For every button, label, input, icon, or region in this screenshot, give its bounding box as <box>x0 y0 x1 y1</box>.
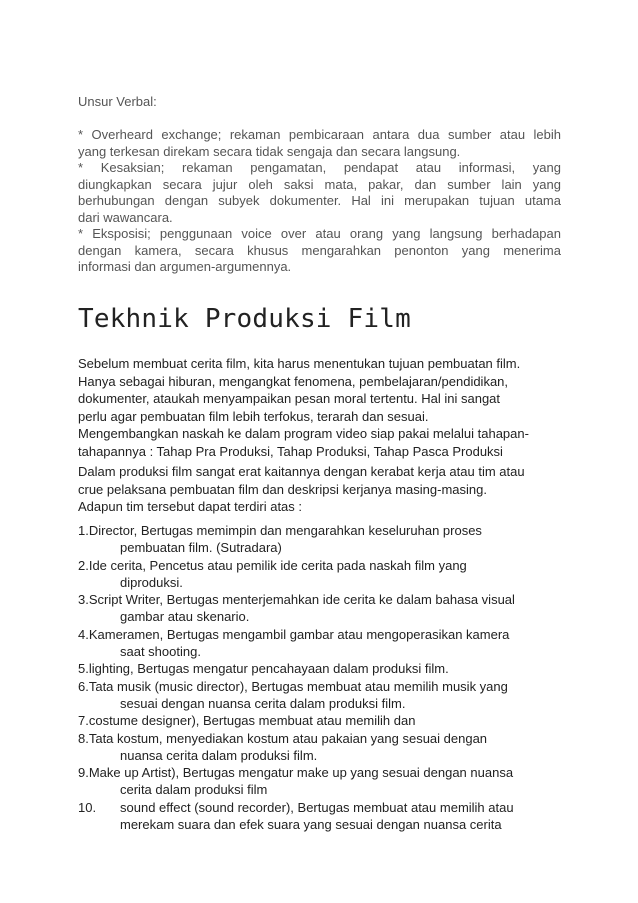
p1-line-2: yang terkesan direkam secara tidak sengaja dan secara langsung. <box>78 143 461 159</box>
p3-line-1: * Eksposisi; penggunaan voice over atau orang yang langsung berhadapan <box>78 226 561 241</box>
para1-line-2: Hanya sebagai hiburan, mengangkat fenomena, pembelajaran/pendidikan, <box>78 373 509 389</box>
p3-line-2: dengan kamera, secara khusus mengarahkan penonton yang menerima <box>78 242 561 258</box>
list-item-first-line: 3.Script Writer, Bertugas menterjemahkan ide cerita ke dalam bahasa visual <box>78 592 515 608</box>
para1-line-4: perlu agar pembuatan film lebih terfokus, terarah dan sesuai. <box>78 408 429 424</box>
list-item <box>78 730 568 765</box>
paragraph-dalam-produksi <box>78 463 568 516</box>
list-item <box>78 522 568 557</box>
list-item-continuation: cerita dalam produksi film <box>120 782 268 798</box>
list-item <box>78 591 568 626</box>
list-item-first-line: 2.Ide cerita, Pencetus atau pemilik ide cerita pada naskah film yang <box>78 557 467 573</box>
list-item-first-line: 8.Tata kostum, menyediakan kostum atau pakaian yang sesuai dengan <box>78 730 488 746</box>
para1-line-1: Sebelum membuat cerita film, kita harus menentukan tujuan pembuatan film. <box>78 356 521 371</box>
para2-line-1: Dalam produksi film sangat erat kaitannya dengan kerabat kerja atau tim atau <box>78 464 525 479</box>
list-item-first-line: 1.Director, Bertugas memimpin dan mengarahkan keseluruhan proses <box>78 523 482 538</box>
crew-list <box>78 522 568 833</box>
para1-line-6: tahapannya : Tahap Pra Produksi, Tahap Produksi, Tahap Pasca Produksi <box>78 443 503 459</box>
para1-line-3: dokumenter, ataukah menyampaikan pesan moral tertentu. Hal ini sangat <box>78 391 501 406</box>
list-item <box>78 626 568 661</box>
list-item-continuation: nuansa cerita dalam produksi film. <box>120 747 318 763</box>
paragraph-overheard-exchange <box>78 127 561 160</box>
list-item <box>78 712 568 729</box>
paragraph-kesaksian <box>78 160 561 226</box>
list-item-continuation: sesuai dengan nuansa cerita dalam produksi film. <box>120 695 406 711</box>
p3-line-3: informasi dan argumen-argumennya. <box>78 259 292 274</box>
list-item-first-line: sound effect (sound recorder), Bertugas membuat atau memilih atau <box>120 799 514 815</box>
heading-tekhnik-produksi-film: Tekhnik Produksi Film <box>78 304 411 334</box>
p1-line-1: * Overheard exchange; rekaman pembicaraan antara dua sumber atau lebih <box>78 127 561 142</box>
list-item <box>78 678 568 713</box>
paragraph-eksposisi <box>78 226 561 276</box>
p2-line-3: berhubungan dengan subyek dokumenter. Hal ini merupakan tujuan utama <box>78 193 561 208</box>
list-item-continuation: merekam suara dan efek suara yang sesuai dengan nuansa cerita <box>120 817 502 833</box>
list-item-first-line: 9.Make up Artist), Bertugas mengatur make up yang sesuai dengan nuansa <box>78 765 514 781</box>
list-item <box>78 764 568 799</box>
p2-line-4: dari wawancara. <box>78 209 173 225</box>
para2-line-2: crue pelaksana pembuatan film dan deskripsi kerjanya masing-masing. <box>78 481 487 497</box>
p2-line-2: diungkapkan secara jujur oleh saksi mata, pakar, dan sumber lain yang <box>78 176 561 192</box>
section-title-unsur-verbal: Unsur Verbal: <box>78 94 157 109</box>
list-item-number: 10. <box>78 799 97 815</box>
para1-line-5: Mengembangkan naskah ke dalam program video siap pakai melalui tahapan- <box>78 426 529 441</box>
list-item-continuation: pembuatan film. (Sutradara) <box>120 540 282 556</box>
paragraph-sebelum-membuat <box>78 355 568 460</box>
list-item-first-line: 5.lighting, Bertugas mengatur pencahayaan dalam produksi film. <box>78 661 449 677</box>
list-item <box>78 557 568 592</box>
para2-line-3: Adapun tim tersebut dapat terdiri atas : <box>78 499 303 514</box>
list-item-continuation: saat shooting. <box>120 644 201 660</box>
list-item-first-line: 4.Kameramen, Bertugas mengambil gambar atau mengoperasikan kamera <box>78 626 510 642</box>
list-item-first-line: 7.costume designer), Bertugas membuat atau memilih dan <box>78 713 416 729</box>
list-item-first-line: 6.Tata musik (music director), Bertugas membuat atau memilih musik yang <box>78 678 508 694</box>
p2-line-1: * Kesaksian; rekaman pengamatan, pendapat atau informasi, yang <box>78 160 561 175</box>
list-item-continuation: diproduksi. <box>120 574 183 590</box>
list-item <box>78 799 568 834</box>
list-item <box>78 660 568 677</box>
list-item-continuation: gambar atau skenario. <box>120 609 250 625</box>
